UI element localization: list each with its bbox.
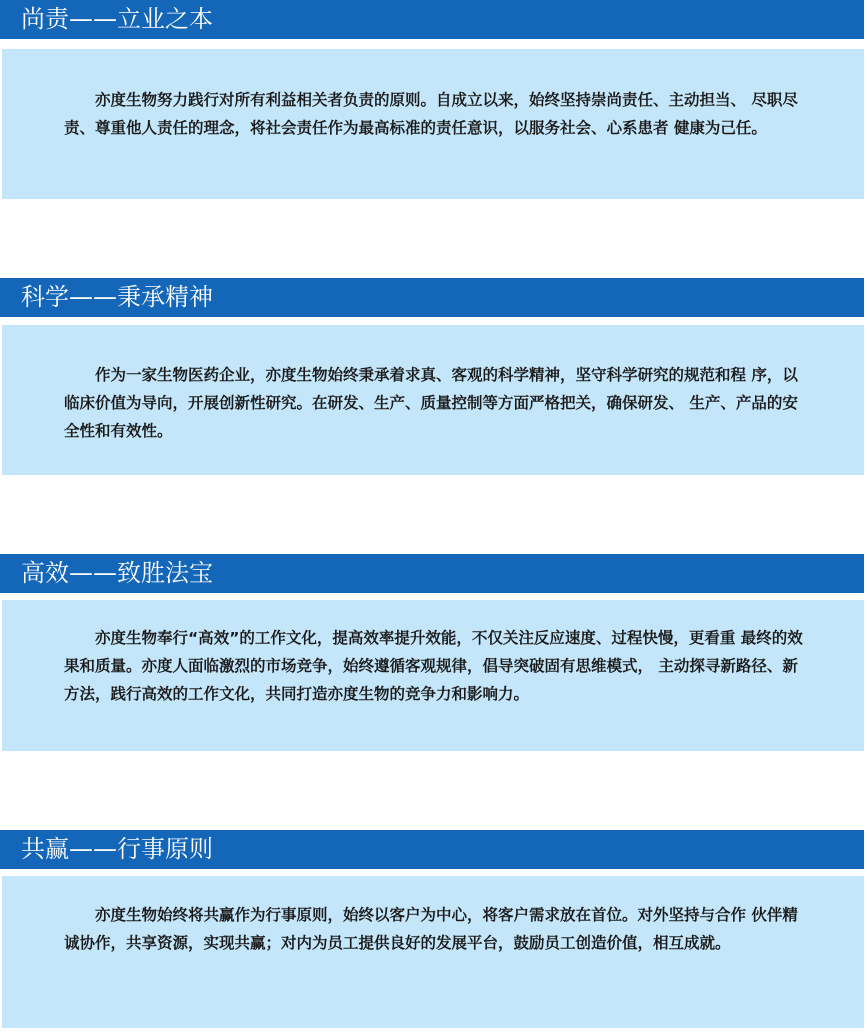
section-panel	[2, 600, 864, 751]
section-header	[0, 554, 864, 593]
section-title: 共赢——行事原则	[21, 835, 213, 863]
section-title: 高效——致胜法宝	[21, 559, 213, 587]
section-text: 亦度生物始终将共赢作为行事原则，始终以客户为中心，将客户需求放在首位。对外坚持与合作 伙伴精诚协作，共享资源，实现共赢；对内为员工提供良好的发展平台，鼓励员工创造价值，相互成就。	[64, 906, 798, 952]
section-header	[0, 278, 864, 317]
section-panel	[2, 325, 864, 475]
section-title: 尚责——立业之本	[21, 5, 213, 33]
section-title: 科学——秉承精神	[21, 283, 213, 311]
section-panel	[2, 876, 864, 1028]
section-text: 亦度生物努力践行对所有利益相关者负责的原则。自成立以来，始终坚持崇尚责任、主动担当、 尽职尽责、尊重他人责任的理念，将社会责任作为最高标准的责任意识，以服务社会、心系患者 健康为己任。	[64, 91, 798, 137]
section-text: 作为一家生物医药企业，亦度生物始终秉承着求真、客观的科学精神，坚守科学研究的规范和程 序，以临床价值为导向，开展创新性研究。在研发、生产、质量控制等方面严格把关，确保研发、 生产、产品的安全性和有效性。	[64, 366, 798, 440]
section-header	[0, 830, 864, 869]
section-text: 亦度生物奉行“高效”的工作文化，提高效率提升效能，不仅关注反应速度、过程快慢，更看重 最终的效果和质量。亦度人面临激烈的市场竞争，始终遵循客观规律，倡导突破固有思维模式， 主动探寻新路径、新方法，践行高效的工作文化，共同打造亦度生物的竞争力和影响力。	[64, 629, 803, 703]
section-header	[0, 0, 864, 39]
section-panel	[2, 49, 864, 199]
